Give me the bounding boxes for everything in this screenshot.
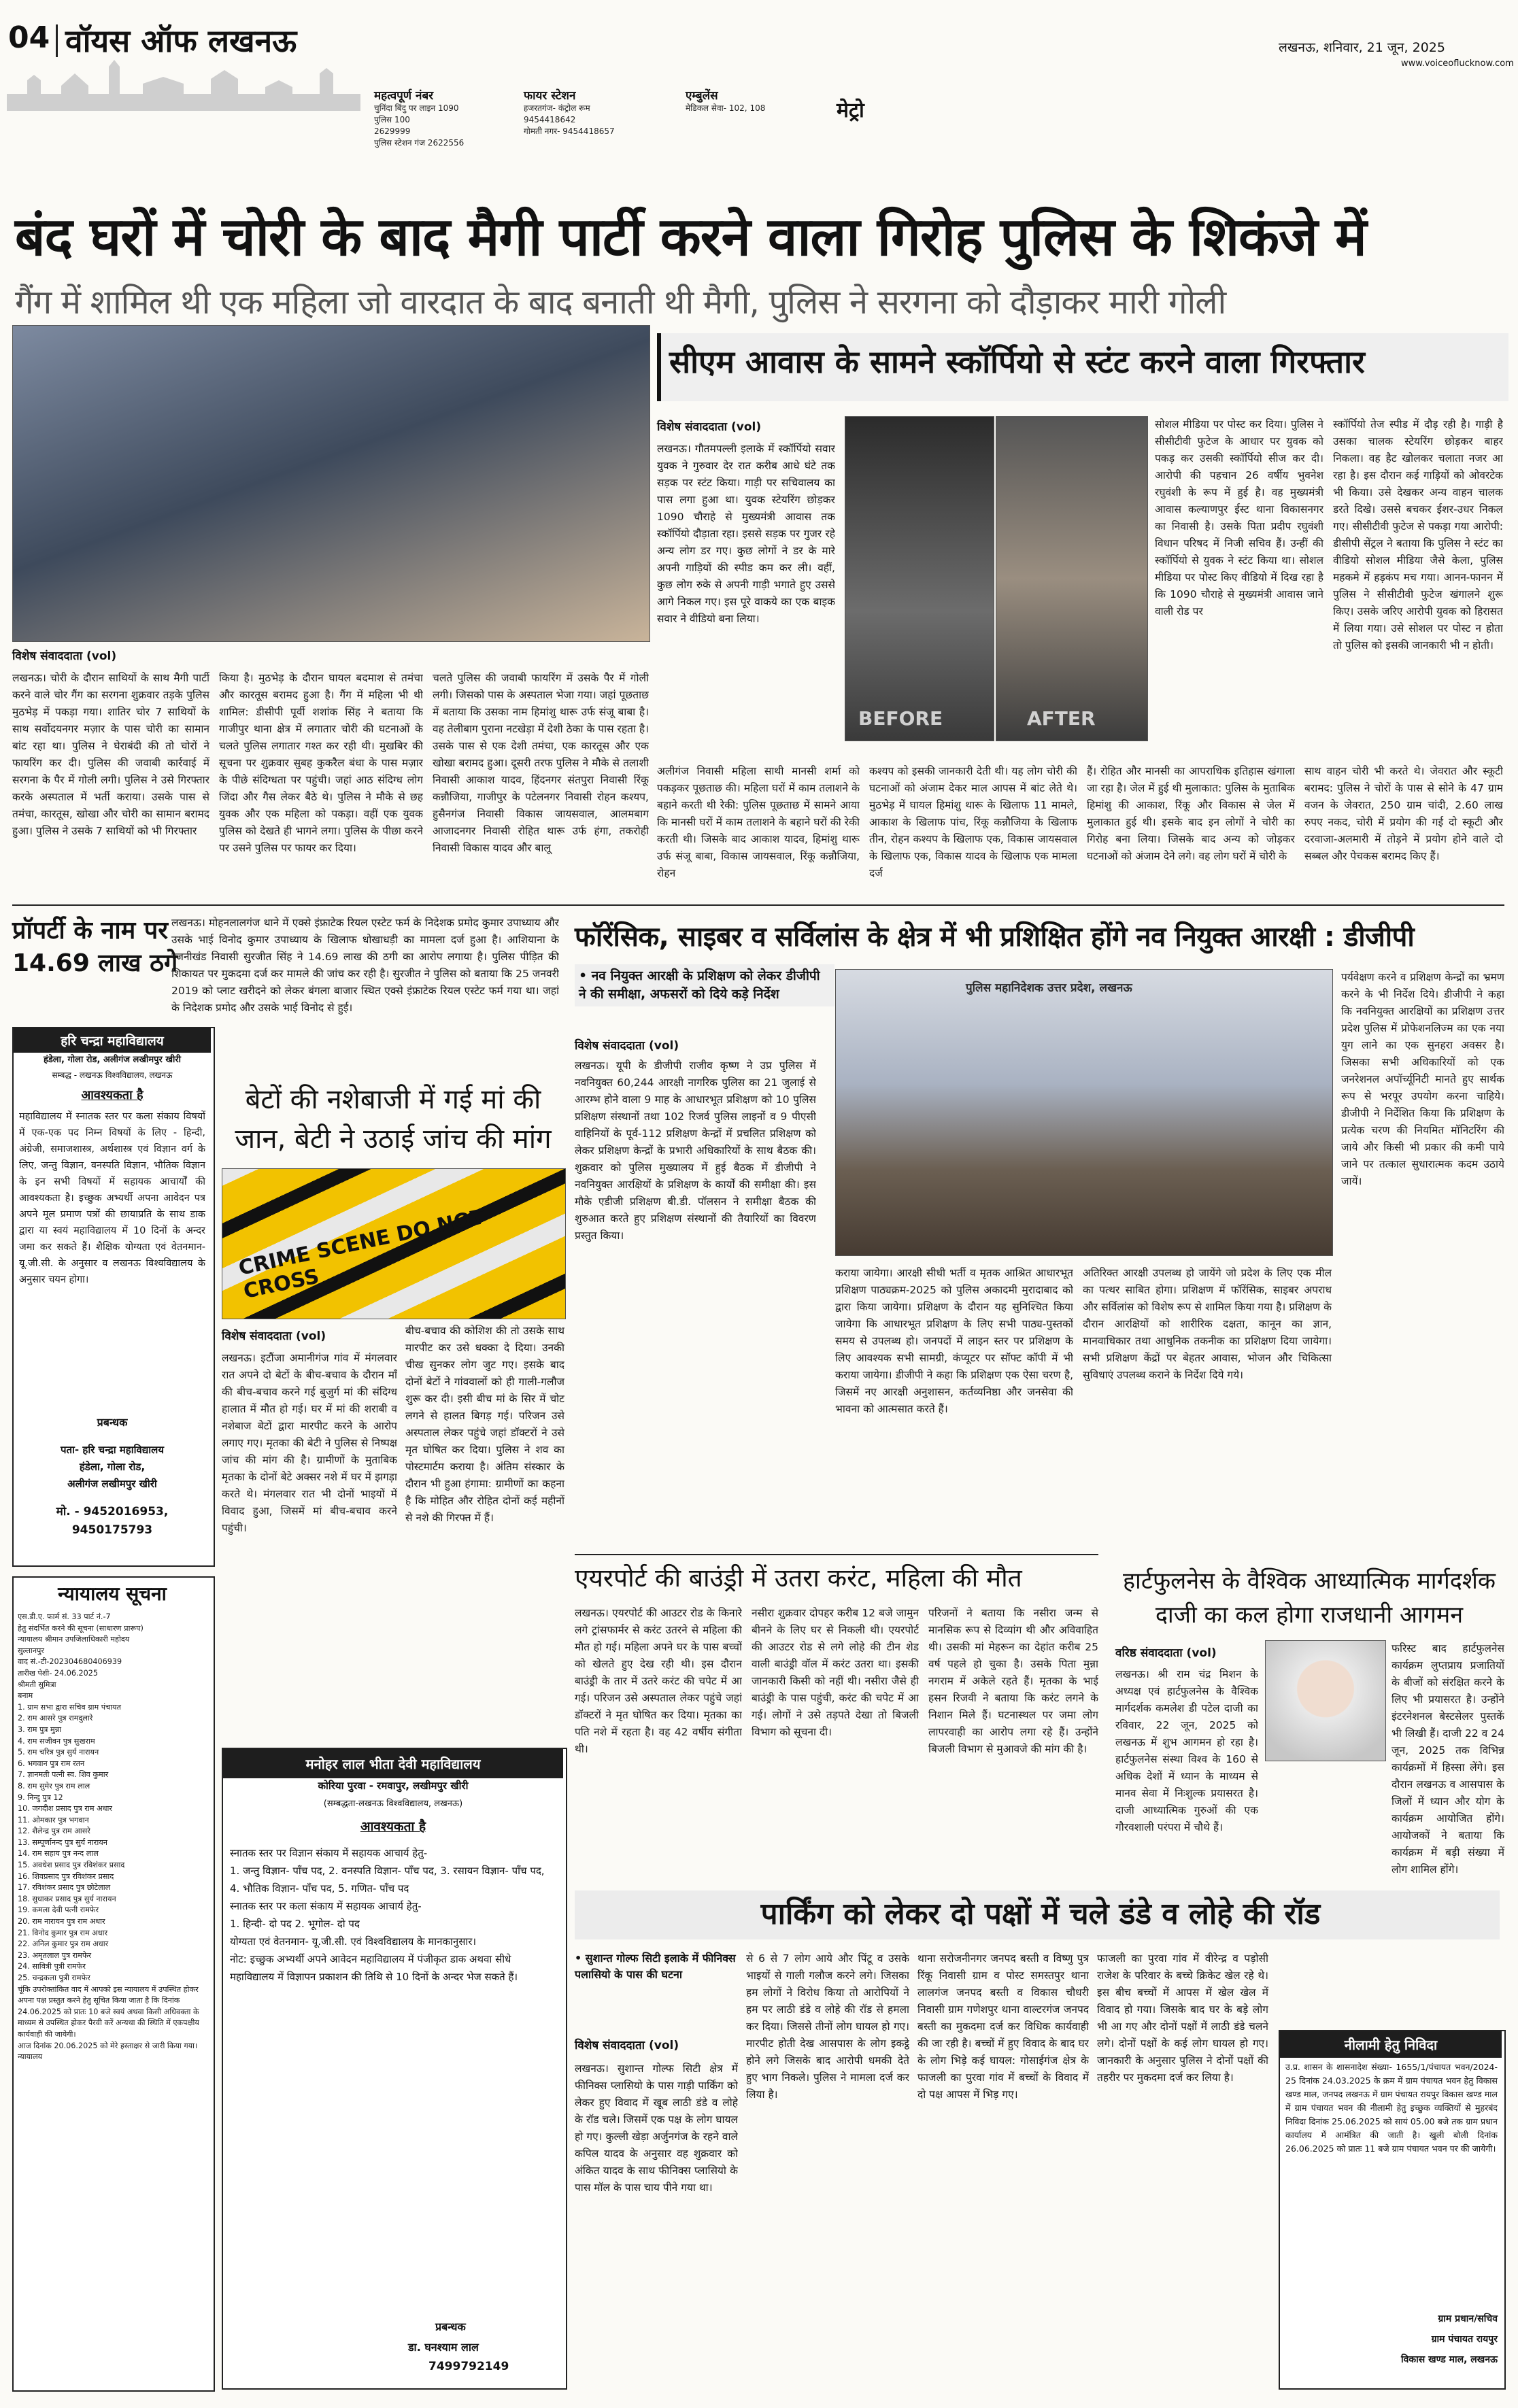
page-number: 04: [8, 20, 50, 55]
main-continued-col1: अलीगंज निवासी महिला साथी मानसी शर्मा को पकड़कर पूछताछ की। महिला घरों में काम तलाशने के बहाने करती थी रेकी: पुलिस पूछताछ में सामने आया कि मानसी घरों में काम तलाशने के बहाने घरों की रेकी करती थी। जिसके बाद आकाश यादव, हिमांशु थारू उर्फ संजू बाबा, विकास जायसवाल, रिंकू कन्नौजिया, रोहन: [657, 765, 860, 879]
masthead: [0, 0, 1518, 148]
main-story-col1: लखनऊ। चोरी के दौरान साथियों के साथ मैगी पार्टी करने वाले चोर गैंग का सरगना शुक्रवार तड़के पुलिस मुठभेड़ में पकड़ा गया। शातिर चोर 7 साथियों के साथ सर्वोदयनगर मज़ार के पास चोरी का सामान बांट रहा था। पुलिस ने घेराबंदी की तो चोरों ने फायरिंग कर दी। पुलिस की जवाबी कार्रवाई में सरगना के पैर में गोली लगी। पुलिस ने उसे गिरफ्तार करके अस्पताल में भर्ती कराया। उसके पास से तमंचा, कारतूस, खोखा और चोरी का सामान बरामद हुआ। पुलिस ने उसके 7 साथियों को भी गिरफ्तार: [12, 672, 209, 837]
college2-name: मनोहर लाल भीता देवी महाविद्यालय: [223, 1749, 563, 1778]
ambulance: [686, 87, 835, 114]
airport-divider: [575, 1554, 1098, 1555]
parking-headline: पार्किंग को लेकर दो पक्षों में चले डंडे व लोहे की रॉड: [760, 1897, 1321, 1931]
dgp-sign-text: पुलिस महानिदेशक उत्तर प्रदेश, लखनऊ: [966, 981, 1132, 995]
court-notice-title: न्यायालय सूचना: [58, 1582, 167, 1605]
college2-manager-label: प्रबन्धक: [435, 2320, 466, 2333]
paper-name: वॉयस ऑफ लखनऊ: [65, 22, 297, 59]
main-headline: बंद घरों में चोरी के बाद मैगी पार्टी करने वाला गिरोह पुलिस के शिकंजे में: [15, 207, 1366, 268]
parking-col3: थाना सरोजनीनगर जनपद बस्ती व विष्णु पुत्र रिंकू निवासी ग्राम व पोस्ट समस्तपुर थाना लालगंज जनपद बस्ती व विकास चौधरी निवासी ग्राम गणेशपुर थाना वाल्टरगंज जनपद बस्ती का मुकदमा दर्ज कर विधिक कार्यवाही की जा रही है। बच्चों में हुए विवाद के बाद घर के लोग भिड़े कई घायल: गोसाईगंज क्षेत्र के फाजली का पुरवा गांव में बच्चों के विवाद में दो पक्ष आपस में भिड़ गए।: [917, 1952, 1089, 2101]
college1-name: हरि चन्द्रा महाविद्यालय: [14, 1028, 211, 1053]
airport-col2: नसीरा शुक्रवार दोपहर करीब 12 बजे जामुन बीनने के लिए घर से निकली थी। एयरपोर्ट की आउटर रोड से लगे लोहे की टीन शेड वाली बाउंड्री वॉल में करंट उतरा था। इसकी जानकारी किसी को नहीं थी। नसीरा जैसे ही बाउंड्री के पास पहुंची, करंट की चपेट में आ गई। लोगों ने उसे तड़पते देखा तो बिजली विभाग को सूचना दी।: [752, 1607, 919, 1738]
main-story-photo: [12, 325, 650, 642]
mother-col1: लखनऊ। इटौंजा अमानीगंज गांव में मंगलवार रात अपने दो बेटों के बीच-बचाव के दौरान माँ की बीच-बचाव करने गई बुजुर्ग मां की संदिग्ध हालात में मौत हो गई। घर में मां की शराबी व नशेबाज बेटों द्वारा मारपीट करने के आरोप लगाए गए। मृतका की बेटी ने पुलिस से निष्पक्ष जांच की मांग की है। ग्रामीणों के मुताबिक मृतका के दोनों बेटे अक्सर नशे में घर में झगड़ा करते थे। मंगलवार रात भी दोनों भाइयों में विवाद हुआ, जिसमें मां बीच-बचाव करने पहुंची।: [222, 1352, 397, 1534]
dgp-headline: फॉरेंसिक, साइबर व सर्विलांस के क्षेत्र में भी प्रशिक्षित होंगे नव नियुक्त आरक्षी : डीजीपी: [575, 921, 1415, 953]
dgp-col1: लखनऊ। यूपी के डीजीपी राजीव कृष्ण ने उप्र पुलिस में नवनियुक्त 60,244 आरक्षी नागरिक पुलिस का 21 जुलाई से आरम्भ होने वाला 9 माह के आधारभूत प्रशिक्षण को 10 पुलिस प्रशिक्षण संस्थानों तथा 102 रिजर्व पुलिस लाइनों व 9 पीएसी वाहिनियों के पूर्व-112 प्रशिक्षण केन्द्रों में प्रचलित प्रशिक्षण को लेकर प्रशिक्षण केन्द्रों के प्रभारी अधिकारियों के साथ बैठक की। शुक्रवार को पुलिस मुख्यालय में हुई बैठक में डीजीपी ने नवनियुक्त आरक्षियों के प्रशिक्षण के कार्यों की समीक्षा की। इस मौके एडीजी प्रशिक्षण बी.डी. पॉलसन ने समीक्षा बैठक की शुरुआत करते हुए प्रशिक्षण संस्थानों की तैयारियों का विवरण प्रस्तुत किया।: [575, 1059, 816, 1242]
airport-col3: परिजनों ने बताया कि नसीरा जन्म से मानसिक रूप से दिव्यांग थी और अविवाहित थी। उसकी मां मेहरून का देहांत करीब 25 वर्ष पहले हो चुका है। उसके पिता मुन्ना नगराम में अकेले रहते हैं। मृतका के भाई हसन रिजवी ने बताया कि करंट लगने के निशान मिले हैं। घटनास्थल पर जमा लोग लापरवाही का आरोप लगा रहे हैं। उन्होंने बिजली विभाग से मुआवजे की मांग की है।: [928, 1607, 1098, 1755]
main-continued-col3: हैं। रोहित और मानसी का आपराधिक इतिहास खंगाला जा रहा है। जेल में हुई थी मुलाकात: पुलिस के मुताबिक हिमांशु की आकाश, रिंकू और विकास से जेल में मुलाकात हुई थी। इसके बाद इन लोगों ने चोरी का गिरोह बना लिया। जिसके बाद अन्य को जोड़कर घटनाओं को अंजाम देने लगे। वह लोग घरों में चोरी के: [1087, 765, 1295, 862]
website: www.voiceoflucknow.com: [1401, 58, 1514, 69]
cm-story-byline: विशेष संवाददाता (vol): [657, 420, 762, 434]
fire-station: [524, 87, 667, 137]
dgp-meeting-photo: [835, 969, 1333, 1256]
college1-manager-address: पता- हरि चन्द्रा महाविद्यालय हंडेला, गोला रोड, अलीगंज लखीमपुर खीरी: [60, 1444, 165, 1490]
auction-title: नीलामी हेतु निविदा: [1280, 2031, 1502, 2058]
mother-col2: बीच-बचाव की कोशिश की तो उसके साथ मारपीट कर उसे धक्का दे दिया। उनकी चीख सुनकर लोग जुट गए। इसके बाद दोनों बेटों ने गांववालों को ही गाली-गलौज शुरू कर दी। इसी बीच मां के सिर में चोट लगने से हालत बिगड़ गई। परिजन उसे अस्पताल लेकर पहुंचे जहां डॉक्टरों ने उसे मृत घोषित कर दिया। पुलिस ने शव का पोस्टमार्टम कराया है। अंतिम संस्कार के दौरान भी हुआ हंगामा: ग्रामीणों का कहना है कि मोहित और रोहित दोनों कई महीनों से नशे की गिरफ्त में हैं।: [405, 1325, 564, 1524]
ambulance-title: एम्बुलेंस: [686, 89, 718, 103]
dgp-col3: अतिरिक्त आरक्षी उपलब्ध हो जायेंगे जो प्रदेश के लिए एक मील का पत्थर साबित होगा। प्रशिक्षण में फॉरेंसिक, साइबर अपराध और सर्विलांस को विशेष रूप से शामिल किया गया है। प्रशिक्षण के दौरान आरक्षियों को शारीरिक दक्षता, कानून का ज्ञान, मानवाधिकार तथा आधुनिक तकनीक का प्रशिक्षण दिया जायेगा। सभी प्रशिक्षण केंद्रों पर बेहतर आवास, भोजन और चिकित्सा सुविधाएं उपलब्ध कराने के निर्देश दिये गये।: [1083, 1267, 1332, 1381]
main-story-byline: विशेष संवाददाता (vol): [12, 649, 117, 663]
mother-headline: बेटों की नशेबाजी में गई मां की जान, बेटी ने उठाई जांच की मांग: [235, 1084, 552, 1155]
college2-affiliation: (सम्बद्धता-लखनऊ विश्वविद्यालय, लखनऊ): [323, 1799, 463, 1809]
college1-title: आवश्यकता है: [81, 1088, 144, 1102]
dgp-summary: • नव नियुक्त आरक्षी के प्रशिक्षण को लेकर डीजीपी ने की समीक्षा, अफसरों को दिये कड़े निर्देश: [575, 964, 834, 1006]
property-headline-2: 14.69 लाख ठगे: [12, 949, 178, 977]
ambulance-numbers: मेडिकल सेवा- 102, 108: [686, 103, 766, 113]
cm-story-after-photo: [996, 416, 1148, 741]
property-story-text: लखनऊ। मोहनलालगंज थाने में एक्से इंफ्राटेक रियल एस्टेट फर्म के निदेशक प्रमोद कुमार उपाध्याय और उसके भाई विनोद कुमार उपाध्याय के खिलाफ धोखाधड़ी का मामला दर्ज हुआ है। आशियाना के रजनीखंड निवासी सुरजीत सिंह ने 14.69 लाख की ठगी का आरोप लगाया है। पुलिस पीड़ित की शिकायत पर मुकदमा दर्ज कर मामले की जांच कर रही है। सुरजीत ने पुलिस को बताया कि 25 जनवरी 2019 को प्लाट खरीदने को लेकर बंगला बाजार स्थित एक्से इंफ्राटेक रियल एस्टेट फर्म गया था। जहां के निदेशक प्रमोद और उसके भाई विनोद से हुई।: [171, 917, 559, 1014]
issue-date: लखनऊ, शनिवार, 21 जून, 2025: [1279, 40, 1445, 55]
cm-story-col2: सोशल मीडिया पर पोस्ट कर दिया। पुलिस ने सीसीटीवी फुटेज के आधार पर युवक को पकड़ कर उसकी स्कॉर्पियो सीज कर दी। आरोपी की पहचान 26 वर्षीय भुवनेश रघुवंशी के रूप में हुई है। वह मुख्यमंत्री आवास कल्याणपुर ईस्ट थाना विकासनगर का निवासी है। उसके पिता प्रदीप रघुवंशी विधान परिषद में निजी सचिव हैं। उन्हीं की स्कॉर्पियो से युवक ने स्टंट किया था। सोशल मीडिया पर पोस्ट किए वीडियो में दिख रहा है कि 1090 चौराहे से मुख्यमंत्री आवास जाने वाली रोड पर: [1155, 418, 1323, 617]
dgp-col2: कराया जायेगा। आरक्षी सीधी भर्ती व मृतक आश्रित आधारभूत प्रशिक्षण पाठ्यक्रम-2025 को पुलिस अकादमी मुरादाबाद को द्वारा किया जायेगा। प्रशिक्षण के दौरान यह सुनिश्चित किया जायेगा कि आधारभूत प्रशिक्षण के लिए सभी पाठ्य-पुस्तकों समय से उपलब्ध हो। जनपदों में लाइन स्तर पर प्रशिक्षण के लिए आवश्यक सभी सामग्री, कंप्यूटर पर सॉफ्ट कॉपी में भी कराया जायेगा। डीजीपी ने कहा कि प्रशिक्षण एक ऐसा चरण है, जिसमें नए आरक्षी अनुशासन, कर्तव्यनिष्ठा और जनसेवा की भावना को आत्मसात करते हैं।: [835, 1267, 1073, 1415]
dgp-col4: पर्यवेक्षण करने व प्रशिक्षण केन्द्रों का भ्रमण करने के भी निर्देश दिये। डीजीपी ने कहा कि नवनियुक्त आरक्षियों का प्रशिक्षण उत्तर प्रदेश पुलिस में प्रोफेशनलिज्म का एक नया युग लाने का एक सुनहरा अवसर है। जिसका सभी अधिकारियों को एक जनरेशनल अपॉर्च्यूनिटी मानते हुए सार्थक रूप से भरपूर उपयोग करना चाहिये। डीजीपी ने निर्देशित किया कि प्रशिक्षण के प्रत्येक चरण की नियमित मॉनिटरिंग की जाये और किसी भी प्रकार की कमी पाये जाने पर तत्काल सुधारात्मक कदम उठाये जायें।: [1341, 971, 1504, 1187]
main-continued-col4: साथ वाहन चोरी भी करते थे। जेवरात और स्कूटी बरामद: पुलिस ने चोरों के पास से सोने के 47 ग्राम वजन के जेवरात, 250 ग्राम चांदी, 2.60 लाख रुपए नकद, चोरी में प्रयोग की गई दो स्कूटी और दरवाजा-अलमारी में तोड़ने में प्रयोग होने वाले दो सब्बल और पेचकस बरामद किए हैं।: [1304, 765, 1503, 862]
mother-byline: विशेष संवाददाता (vol): [222, 1329, 326, 1343]
college1-manager-label: प्रबन्धक: [97, 1416, 128, 1429]
auction-sign2: ग्राम पंचायत रायपुर: [1431, 2334, 1498, 2345]
guru-col2: फरिस्ट बाद हार्टफुलनेस कार्यक्रम लुप्तप्राय प्रजातियों के बीजों को संरक्षित करने के लिए भी प्रयासरत है। उन्होंने इंटरनेशनल बेस्टसेलर पुस्तकें भी लिखी हैं। दाजी 22 व 24 जून, 2025 तक विभिन्न कार्यक्रमों में हिस्सा लेंगे। इस दौरान लखनऊ व आसपास के जिलों में ध्यान और योग के कार्यक्रम आयोजित होंगे। आयोजकों ने बताया कि कार्यक्रम में बड़ी संख्या में लोग शामिल होंगे।: [1392, 1642, 1504, 1876]
main-story-col3: चलते पुलिस की जवाबी फायरिंग में उसके पैर में गोली लगी। जिसको पास के अस्पताल भेजा गया। जहां पूछताछ में बताया कि उसका नाम हिमांशु थारू उर्फ संजू बाबा है। वह तेलीबाग पुराना नटखेड़ा में देशी ठेका के पास रहता है। उसके पास से एक देशी तमंचा, एक कारतूस और एक खोखा बरामद हुआ। दूसरी तरफ पुलिस ने मौके से तलाशी निवासी आकाश यादव, हिंदनगर संतपुरा निवासी रिंकू कन्नौजिया, गाजीपुर के पटेलनगर निवासी रोहन कश्यप, हुसैनगंज निवासी विकास जायसवाल, आलमबाग आजादनगर निवासी रोहित थारू उर्फ हंगा, तकरोही निवासी विकास यादव और बालू: [433, 672, 649, 854]
main-continued-col2: कश्यप को इसकी जानकारी देती थी। यह लोग चोरी की घटनाओं को अंजाम देकर माल आपस में बांट लेते थे। मुठभेड़ में घायल हिमांशु थारू के खिलाफ 11 मामले, आकाश के खिलाफ पांच, रिंकू कन्नौजिया के खिलाफ तीन, रोहन कश्यप के खिलाफ एक, विकास जायसवाल के खिलाफ एक, विकास यादव के खिलाफ एक मामला दर्ज: [869, 765, 1077, 879]
college2-text: स्नातक स्तर पर विज्ञान संकाय में सहायक आचार्य हेतु- 1. जन्तु विज्ञान- पाँच पद, 2. वनस्पति विज्ञान- पाँच पद, 3. रसायन विज्ञान- पाँच पद, 4. भौतिक विज्ञान- पाँच पद, 5. गणित- पाँच पद स्नातक स्तर पर कला संकाय में सहायक आचार्य हेतु- 1. हिन्दी- दो पद 2. भूगोल- दो पद योग्यता एवं वेतनमान- यू.जी.सी. एवं विश्वविद्यालय के मानकानुसार। नोट: इच्छुक अभ्यर्थी अपने आवेदन महाविद्यालय में पंजीकृत डाक अथवा सीधे महाविद्यालय में विज्ञापन प्रकाशन की तिथि से 10 दिनों के अन्दर भेज सकते हैं।: [230, 1847, 545, 1983]
college1-phone: मो. - 9452016953, 9450175793: [56, 1505, 169, 1537]
college2-manager-name: डा. घनश्याम लाल: [408, 2341, 479, 2354]
college2-phone: 7499792149: [428, 2360, 509, 2373]
guru-portrait: [1265, 1640, 1386, 1761]
auction-sign3: विकास खण्ड माल, लखनऊ: [1401, 2354, 1498, 2365]
fire-station-title: फायर स्टेशन: [524, 89, 576, 103]
court-notice-text: एस.डी.ए. फार्म सं. 33 पार्ट नं.-7 हेतु संदर्भित करने की सूचना (साधारण प्रारूप) न्यायालय श्रीमान उपजिलाधिकारी महोदय सुल्तानपुर वाद सं.-टी-202304680406939 तारीख पेशी- 24.06.2025 श्रीमती सुमित्रा बनाम 1. ग्राम सभा द्वारा सचिव ग्राम पंचायत 2. राम आसरे पुत्र रामदुलारे 3. राम पुत्र मुन्ना 4. राम सजीवन पुत्र सुखराम 5. राम चरित्र पुत्र सुर्य नारायन 6. भगवान पुत्र राम रतन 7. ज्ञानमती पत्नी स्व. शिव कुमार 8. राम सुमेर पुत्र राम लाल 9. निन्दु पुत्र 12 10. जगदीश प्रसाद पुत्र राम अधार 11. ओमकार पुत्र भगवान 12. शैलेन्द्र पुत्र राम आसरे 13. सम्पूर्णानन्द पुत्र सुर्य नारायन 14. राम सहाय पुत्र नन्द लाल 15. अवधेश प्रसाद पुत्र रविशंकर प्रसाद 16. शिवप्रसाद पुत्र रविशंकर प्रसाद 17. रविशंकर प्रसाद पुत्र छोटेलाल 18. सुधाकर प्रसाद पुत्र सुर्य नारायन 19. कमला देवी पत्नी रामफेर 20. राम नारायन पुत्र राम अधार 21. विनोद कुमार पुत्र राम अधार 22. अनिल कुमार पुत्र राम अधार 23. अमृतलाल पुत्र रामफेर 24. सावित्री पुत्री रामफेर 25. चन्द्रकला पुत्री रामफेर चूंकि उपरोक्तांकित वाद में आपको इस न्यायालय में उपस्थित होकर अपना पक्ष प्रस्तुत करने हेतु सूचित किया जाता है कि दिनांक 24.06.2025 को प्रातः 10 बजे स्वयं अथवा किसी अधिवक्ता के माध्यम से उपस्थित होकर पैरवी करें अन्यथा की स्थिति में एकपक्षीय कार्यवाही की जायेगी। आज दिनांक 20.06.2025 को मेरे हस्ताक्षर से जारी किया गया। न्यायालय: [18, 1612, 199, 2062]
masthead-divider: [56, 24, 58, 57]
airport-col1: लखनऊ। एयरपोर्ट की आउटर रोड के किनारे लगे ट्रांसफार्मर से करंट उतरने से महिला की मौत हो गई। महिला अपने घर के पास बच्चों को खेलते हुए देख रही थी। इस दौरान बाउंड्री के तार में उतरे करंट की चपेट में आ गई। परिजन उसे अस्पताल लेकर पहुंचे जहां डॉक्टरों ने मृत घोषित कर दिया। मृतका का पति नशे में रहता है। वह 42 वर्षीय संगीता थी।: [575, 1607, 742, 1755]
section-divider: [12, 904, 1504, 906]
fire-station-numbers: हजरतगंज- कंट्रोल रूम 9454418642 गोमती नगर- 9454418657: [524, 103, 615, 136]
section-name: मेट्रो: [837, 99, 864, 122]
parking-col1: लखनऊ। सुशान्त गोल्फ सिटी क्षेत्र में फीनिक्स प्लासियो के पास गाड़ी पार्किंग को लेकर हुए विवाद में खूब लाठी डंडे व लोहे के रॉड चले। जिसमें एक पक्ष के लोग घायल हो गए। कुल्ली खेड़ा अर्जुनगंज के रहने वाले कपिल यादव के अनुसार वह शुक्रवार को अंकित यादव के साथ फीनिक्स प्लासियो के पास मॉल के पास चाय पीने गया था।: [575, 2063, 738, 2194]
parking-col2: से 6 से 7 लोग आये और पिंटू व उसके भाइयों से गाली गलौज करने लगे। जिसका हम लोगों ने विरोध किया तो आरोपियों ने हम पर लाठी डंडे व लोहे की रॉड से हमला कर दिया। जिससे तीनों लोग घायल हो गए। मारपीट होती देख आसपास के लोग इकट्ठे होने लगे जिसके बाद आरोपी धमकी देते हुए भाग निकले। पुलिस ने मामला दर्ज कर लिया है।: [746, 1952, 909, 2101]
cm-story-before-photo: [845, 416, 994, 741]
dgp-byline: विशेष संवाददाता (vol): [575, 1039, 679, 1053]
important-numbers-title: महत्वपूर्ण नंबर: [374, 89, 434, 103]
college1-text: महाविद्यालय में स्नातक स्तर पर कला संकाय विषयों में एक-एक पद निम्न विषयों के लिए - हिन्दी, अंग्रेजी, समाजशास्त्र, अर्थशास्त्र एवं विज्ञान वर्ग के लिए, जन्तु विज्ञान, वनस्पति विज्ञान, भौतिक विज्ञान के इन सभी विषयों में सहायक आचार्यों की आवश्यकता है। इच्छुक अभ्यर्थी अपना आवेदन पत्र अपने मूल प्रमाण पत्रों की छायाप्रति के साथ डाक द्वारा या स्वयं महाविद्यालय में 10 दिनों के अन्दर जमा कर सकते हैं। शैक्षिक योग्यता एवं वेतनमान- यू.जी.सी. के अनुसार व लखनऊ विश्वविद्यालय के अनुसार चयन होगा।: [19, 1111, 205, 1285]
college1-affiliation: सम्बद्ध - लखनऊ विश्वविद्यालय, लखनऊ: [52, 1070, 173, 1080]
auction-sign1: ग्राम प्रधान/सचिव: [1438, 2313, 1498, 2324]
parking-byline: विशेष संवाददाता (vol): [575, 2039, 679, 2052]
guru-headline: हार्टफुलनेस के वैश्विक आध्यात्मिक मार्गदर्शक दाजी का कल होगा राजधानी आगमन: [1122, 1567, 1496, 1629]
crime-tape-text: CRIME SCENE DO NOT CROSS: [236, 1204, 488, 1304]
cm-story-col3: स्कॉर्पियो तेज स्पीड में दौड़ रही है। गाड़ी है उसका चालक स्टेयरिंग छोड़कर बाहर निकला। वह हैट खोलकर चलाता नजर आ रहा है। इस दौरान कई गाड़ियों को ओवरटेक भी किया। उसे देखकर अन्य वाहन चालक डरते दिखे। उससे बचकर ईशर-उधर निकल गए। सीसीटीवी फुटेज से पकड़ा गया आरोपी: डीसीपी सेंट्रल ने बताया कि पुलिस ने स्टंट का वीडियो सोशल मीडिया जैसे केला, पुलिस महकमे में हड़कंप मच गया। आनन-फानन में पुलिस ने सीसीटीवी फुटेज खंगालने शुरू किए। उसके जरिए आरोपी युवक को हिरासत में लिया गया। उसे सोशल पर पोस्ट न होता तो पुलिस को इसकी जानकारी भी न होती।: [1333, 418, 1503, 651]
cm-story-col1: लखनऊ। गौतमपल्ली इलाके में स्कॉर्पियो सवार युवक ने गुरुवार देर रात करीब आधे घंटे तक सड़क पर स्टंट किया। गाड़ी पर सचिवालय का पास लगा हुआ था। युवक स्टेयरिंग छोड़कर 1090 चौराहे से मुख्यमंत्री आवास तक स्कॉर्पियो दौड़ाता रहा। इससे सड़क पर गुजर रहे अन्य लोग डर गए। कुछ लोगों ने डर के मारे अपनी गाड़ियों की स्पीड कम कर ली। वहीं, कुछ लोग रुके से अपनी गाड़ी भगाते हुए उससे आगे निकल गए। इस पूरे वाकये का एक बाइक सवार ने वीडियो बना लिया।: [657, 443, 835, 625]
auction-text: उ.प्र. शासन के शासनादेश संख्या- 1655/1/पंचायत भवन/2024-25 दिनांक 24.03.2025 के क्रम में ग्राम पंचायत भवन हेतु विकास खण्ड माल, जनपद लखनऊ में ग्राम पंचायत रायपुर विकास खण्ड माल में ग्राम पंचायत भवन की नीलामी हेतु इच्छुक व्यक्तियों से मुहरबंद निविदा दिनांक 25.06.2025 को सायं 05.00 बजे तक ग्राम प्रधान कार्यालय में आमंत्रित की जाती है। खुली बोली दिनांक 26.06.2025 को प्रातः 11 बजे ग्राम पंचायत भवन पर की जायेगी।: [1285, 2062, 1498, 2154]
main-subheadline: गैंग में शामिल थी एक महिला जो वारदात के बाद बनाती थी मैगी, पुलिस ने सरगना को दौड़ाकर मारी गोली: [15, 283, 1226, 322]
airport-headline: एयरपोर्ट की बाउंड्री में उतरा करंट, महिला की मौत: [575, 1563, 1022, 1593]
main-story-col2: किया है। मुठभेड़ के दौरान घायल बदमाश से तमंचा और कारतूस बरामद हुआ है। गैंग में महिला भी थी शामिल: डीसीपी पूर्वी शशांक सिंह ने बताया कि गाजीपुर थाना क्षेत्र में लगातार चोरी की घटनाओं के चलते पुलिस लगातार गश्त कर रही थी। मुखबिर की सूचना पर शुक्रवार सुबह कुकरैल बंधा के पास मज़ार के पीछे संदिग्धता पर पहुंची। जहां आठ संदिग्ध लोग जिंदा और गैस लेकर बैठे थे। पुलिस ने मौके से छह युवक और एक महिला को पकड़ा। वहीं एक युवक पुलिस को देखते ही भागने लगा। पुलिस के पीछा करने पर उसने पुलिस पर फायर कर दिया।: [219, 672, 423, 854]
important-numbers: [374, 87, 510, 149]
parking-col4: फाजली का पुरवा गांव में वीरेन्द्र व पड़ोसी राजेश के परिवार के बच्चे क्रिकेट खेल रहे थे। इस बीच बच्चों में आपस में खेल खेल में विवाद हो गया। जिसके बाद घर के बड़े लोग भी आ गए और दोनों पक्षों में लाठी डंडे चलने लगे। दोनों पक्षों के कई लोग घायल हो गए। जानकारी के अनुसार पुलिस ने दोनों पक्षों की तहरीर पर मुकदमा दर्ज कर लिया है।: [1097, 1952, 1268, 2084]
skyline-illustration: [7, 60, 360, 111]
before-label: BEFORE: [858, 707, 943, 730]
college1-address: हंडेला, गोला रोड, अलीगंज लखीमपुर खीरी: [43, 1055, 182, 1065]
property-headline-1: प्रॉपर्टी के नाम पर: [12, 917, 168, 945]
after-label: AFTER: [1027, 707, 1096, 730]
parking-summary: • सुशान्त गोल्फ सिटी इलाके में फीनिक्स पलासियो के पास की घटना: [575, 1952, 736, 1981]
college2-address: कोरिया पुरवा - रमवापुर, लखीमपुर खीरी: [318, 1780, 469, 1792]
important-numbers-list: चुनिंदा बिंदु पर लाइन 1090 पुलिस 100 2629999 पुलिस स्टेशन गंज 2622556: [374, 103, 465, 148]
guru-col1: लखनऊ। श्री राम चंद्र मिशन के अध्यक्ष एवं हार्टफुलनेस के वैश्विक मार्गदर्शक कमलेश डी पटेल दाजी का रविवार, 22 जून, 2025 को लखनऊ में शुभ आगमन हो रहा है। हार्टफुलनेस संस्था विश्व के 160 से अधिक देशों में ध्यान के माध्यम से मानव सेवा में निःशुल्क प्रयासरत है। दाजी आध्यात्मिक गुरुओं की एक गौरवशाली परंपरा में चौथे हैं।: [1115, 1668, 1258, 1833]
cm-story-headline: सीएम आवास के सामने स्कॉर्पियो से स्टंट करने वाला गिरफ्तार: [669, 343, 1365, 380]
college2-title: आवश्यकता है: [360, 1819, 426, 1834]
guru-byline: वरिष्ठ संवाददाता (vol): [1115, 1646, 1217, 1660]
